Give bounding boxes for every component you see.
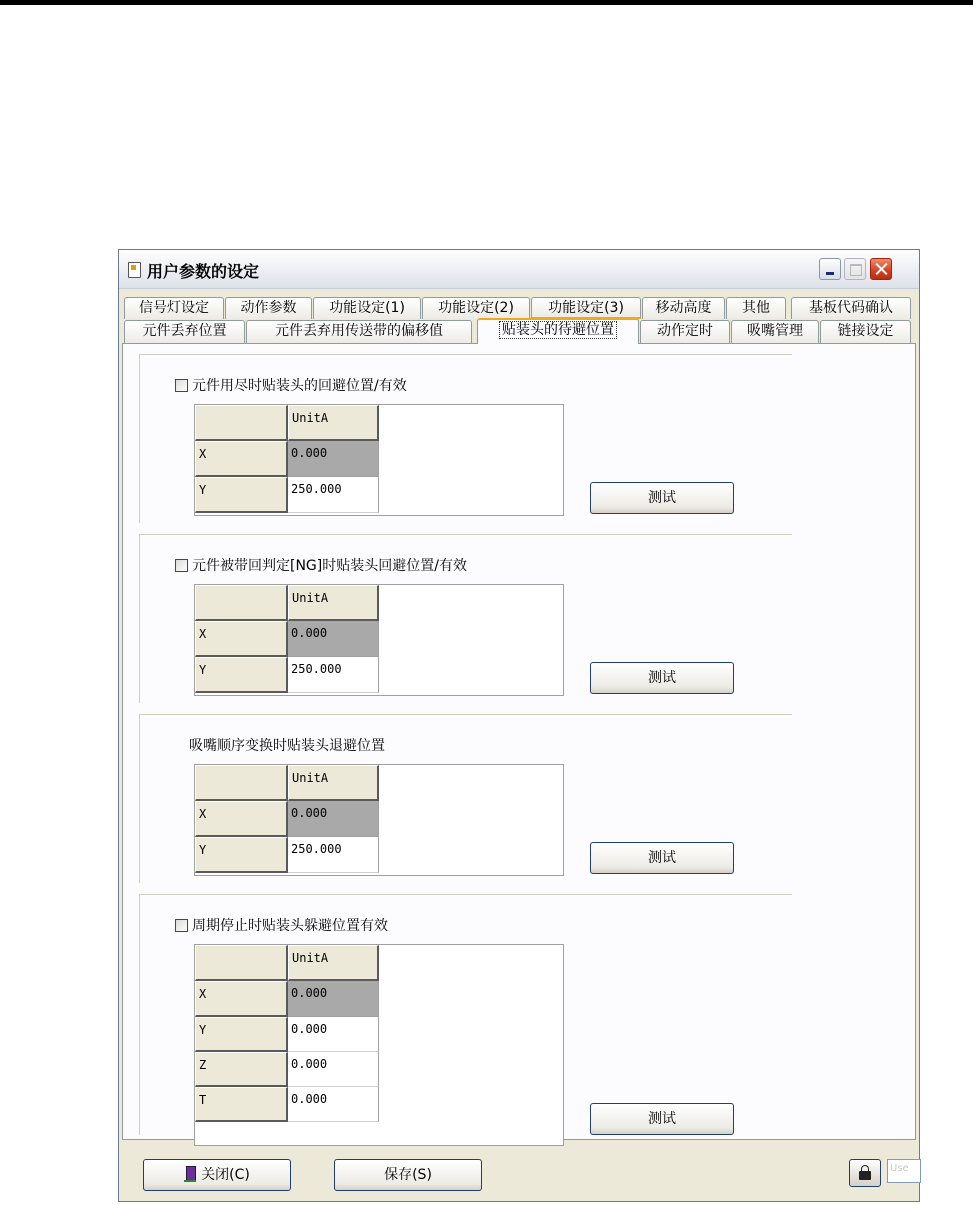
tab-signal-light[interactable]: 信号灯设定 xyxy=(124,297,224,319)
tab-link-settings[interactable]: 链接设定 xyxy=(820,320,911,343)
minimize-button[interactable] xyxy=(819,258,841,280)
row-header-x: X xyxy=(195,441,288,477)
parts-out-checkbox[interactable] xyxy=(175,379,188,392)
test-button[interactable]: 测试 xyxy=(590,1103,734,1135)
status-field-text: Use xyxy=(890,1163,909,1174)
row-header-y: Y xyxy=(195,477,288,513)
close-button-label: 关闭(C) xyxy=(201,1167,250,1183)
value-cell-x[interactable]: 0.000 xyxy=(288,441,379,477)
group-nozzle-change xyxy=(139,714,792,883)
test-button[interactable]: 测试 xyxy=(590,482,734,514)
maximize-button[interactable] xyxy=(844,258,866,280)
tab-nozzle-management[interactable]: 吸嘴管理 xyxy=(731,320,819,343)
exit-door-icon xyxy=(184,1166,196,1182)
tab-function-1[interactable]: 功能设定(1) xyxy=(313,297,421,319)
value-cell-y[interactable]: 250.000 xyxy=(288,837,379,873)
app-icon xyxy=(128,262,141,278)
row-header-x: X xyxy=(195,981,288,1017)
grid-corner xyxy=(195,765,288,801)
close-window-button[interactable] xyxy=(870,258,892,280)
save-button[interactable]: 保存(S) xyxy=(334,1159,482,1191)
tab-head-standby[interactable] xyxy=(477,318,639,344)
grid-corner xyxy=(195,405,288,441)
position-grid xyxy=(194,944,564,1146)
tab-panel xyxy=(122,343,916,1140)
title-bar xyxy=(119,250,919,289)
ng-return-checkbox[interactable] xyxy=(175,559,188,572)
test-button[interactable]: 测试 xyxy=(590,662,734,694)
row-header-z: Z xyxy=(195,1052,288,1087)
parts-out-option[interactable] xyxy=(175,375,407,395)
nozzle-change-label: 吸嘴顺序变换时贴装头退避位置 xyxy=(189,738,385,754)
ng-return-option[interactable] xyxy=(175,555,467,575)
value-cell-z[interactable]: 0.000 xyxy=(288,1052,379,1087)
value-cell-x[interactable]: 0.000 xyxy=(288,801,379,837)
row-header-t: T xyxy=(195,1087,288,1122)
column-header: UnitA xyxy=(288,945,379,981)
tab-function-2[interactable]: 功能设定(2) xyxy=(422,297,530,319)
cycle-stop-checkbox[interactable] xyxy=(175,919,188,932)
lock-icon xyxy=(859,1171,871,1180)
test-button[interactable]: 测试 xyxy=(590,842,734,874)
value-cell-y[interactable]: 250.000 xyxy=(288,657,379,693)
tab-head-standby-label: 贴装头的待避位置 xyxy=(502,322,614,338)
tab-conveyor-offset[interactable]: 元件丢弃用传送带的偏移值 xyxy=(246,320,472,343)
ng-return-label: 元件被带回判定[NG]时贴装头回避位置/有效 xyxy=(192,558,467,574)
value-cell-t[interactable]: 0.000 xyxy=(288,1087,379,1122)
column-header: UnitA xyxy=(288,405,379,441)
position-grid xyxy=(194,764,564,876)
value-cell-y[interactable]: 250.000 xyxy=(288,477,379,513)
group-ng-return xyxy=(139,534,792,703)
tab-other[interactable]: 其他 xyxy=(726,297,786,319)
position-grid xyxy=(194,404,564,516)
row-header-y: Y xyxy=(195,657,288,693)
row-header-y: Y xyxy=(195,837,288,873)
tab-board-code-confirm[interactable]: 基板代码确认 xyxy=(791,297,911,319)
tab-action-params[interactable]: 动作参数 xyxy=(225,297,312,319)
tab-move-height[interactable]: 移动高度 xyxy=(642,297,725,319)
row-header-x: X xyxy=(195,621,288,657)
tab-function-3[interactable]: 功能设定(3) xyxy=(531,297,641,319)
cycle-stop-option[interactable] xyxy=(175,915,388,935)
parts-out-label: 元件用尽时贴装头的回避位置/有效 xyxy=(192,378,407,394)
value-cell-x[interactable]: 0.000 xyxy=(288,621,379,657)
group-cycle-stop xyxy=(139,894,792,1135)
value-cell-x[interactable]: 0.000 xyxy=(288,981,379,1017)
close-button[interactable] xyxy=(143,1159,291,1191)
grid-corner xyxy=(195,585,288,621)
lock-button[interactable] xyxy=(849,1159,881,1187)
value-cell-y[interactable]: 0.000 xyxy=(288,1017,379,1052)
column-header: UnitA xyxy=(288,585,379,621)
row-header-y: Y xyxy=(195,1017,288,1052)
group-parts-out xyxy=(139,354,792,523)
page-top-rule xyxy=(0,0,973,5)
grid-corner xyxy=(195,945,288,981)
row-header-x: X xyxy=(195,801,288,837)
user-parameter-window xyxy=(118,249,920,1202)
column-header: UnitA xyxy=(288,765,379,801)
cycle-stop-label: 周期停止时贴装头躲避位置有效 xyxy=(192,918,388,934)
status-field[interactable] xyxy=(887,1159,921,1183)
tab-action-timing[interactable]: 动作定时 xyxy=(640,320,730,343)
window-title: 用户参数的设定 xyxy=(147,262,260,281)
tab-discard-position[interactable]: 元件丢弃位置 xyxy=(124,320,245,343)
position-grid xyxy=(194,584,564,696)
